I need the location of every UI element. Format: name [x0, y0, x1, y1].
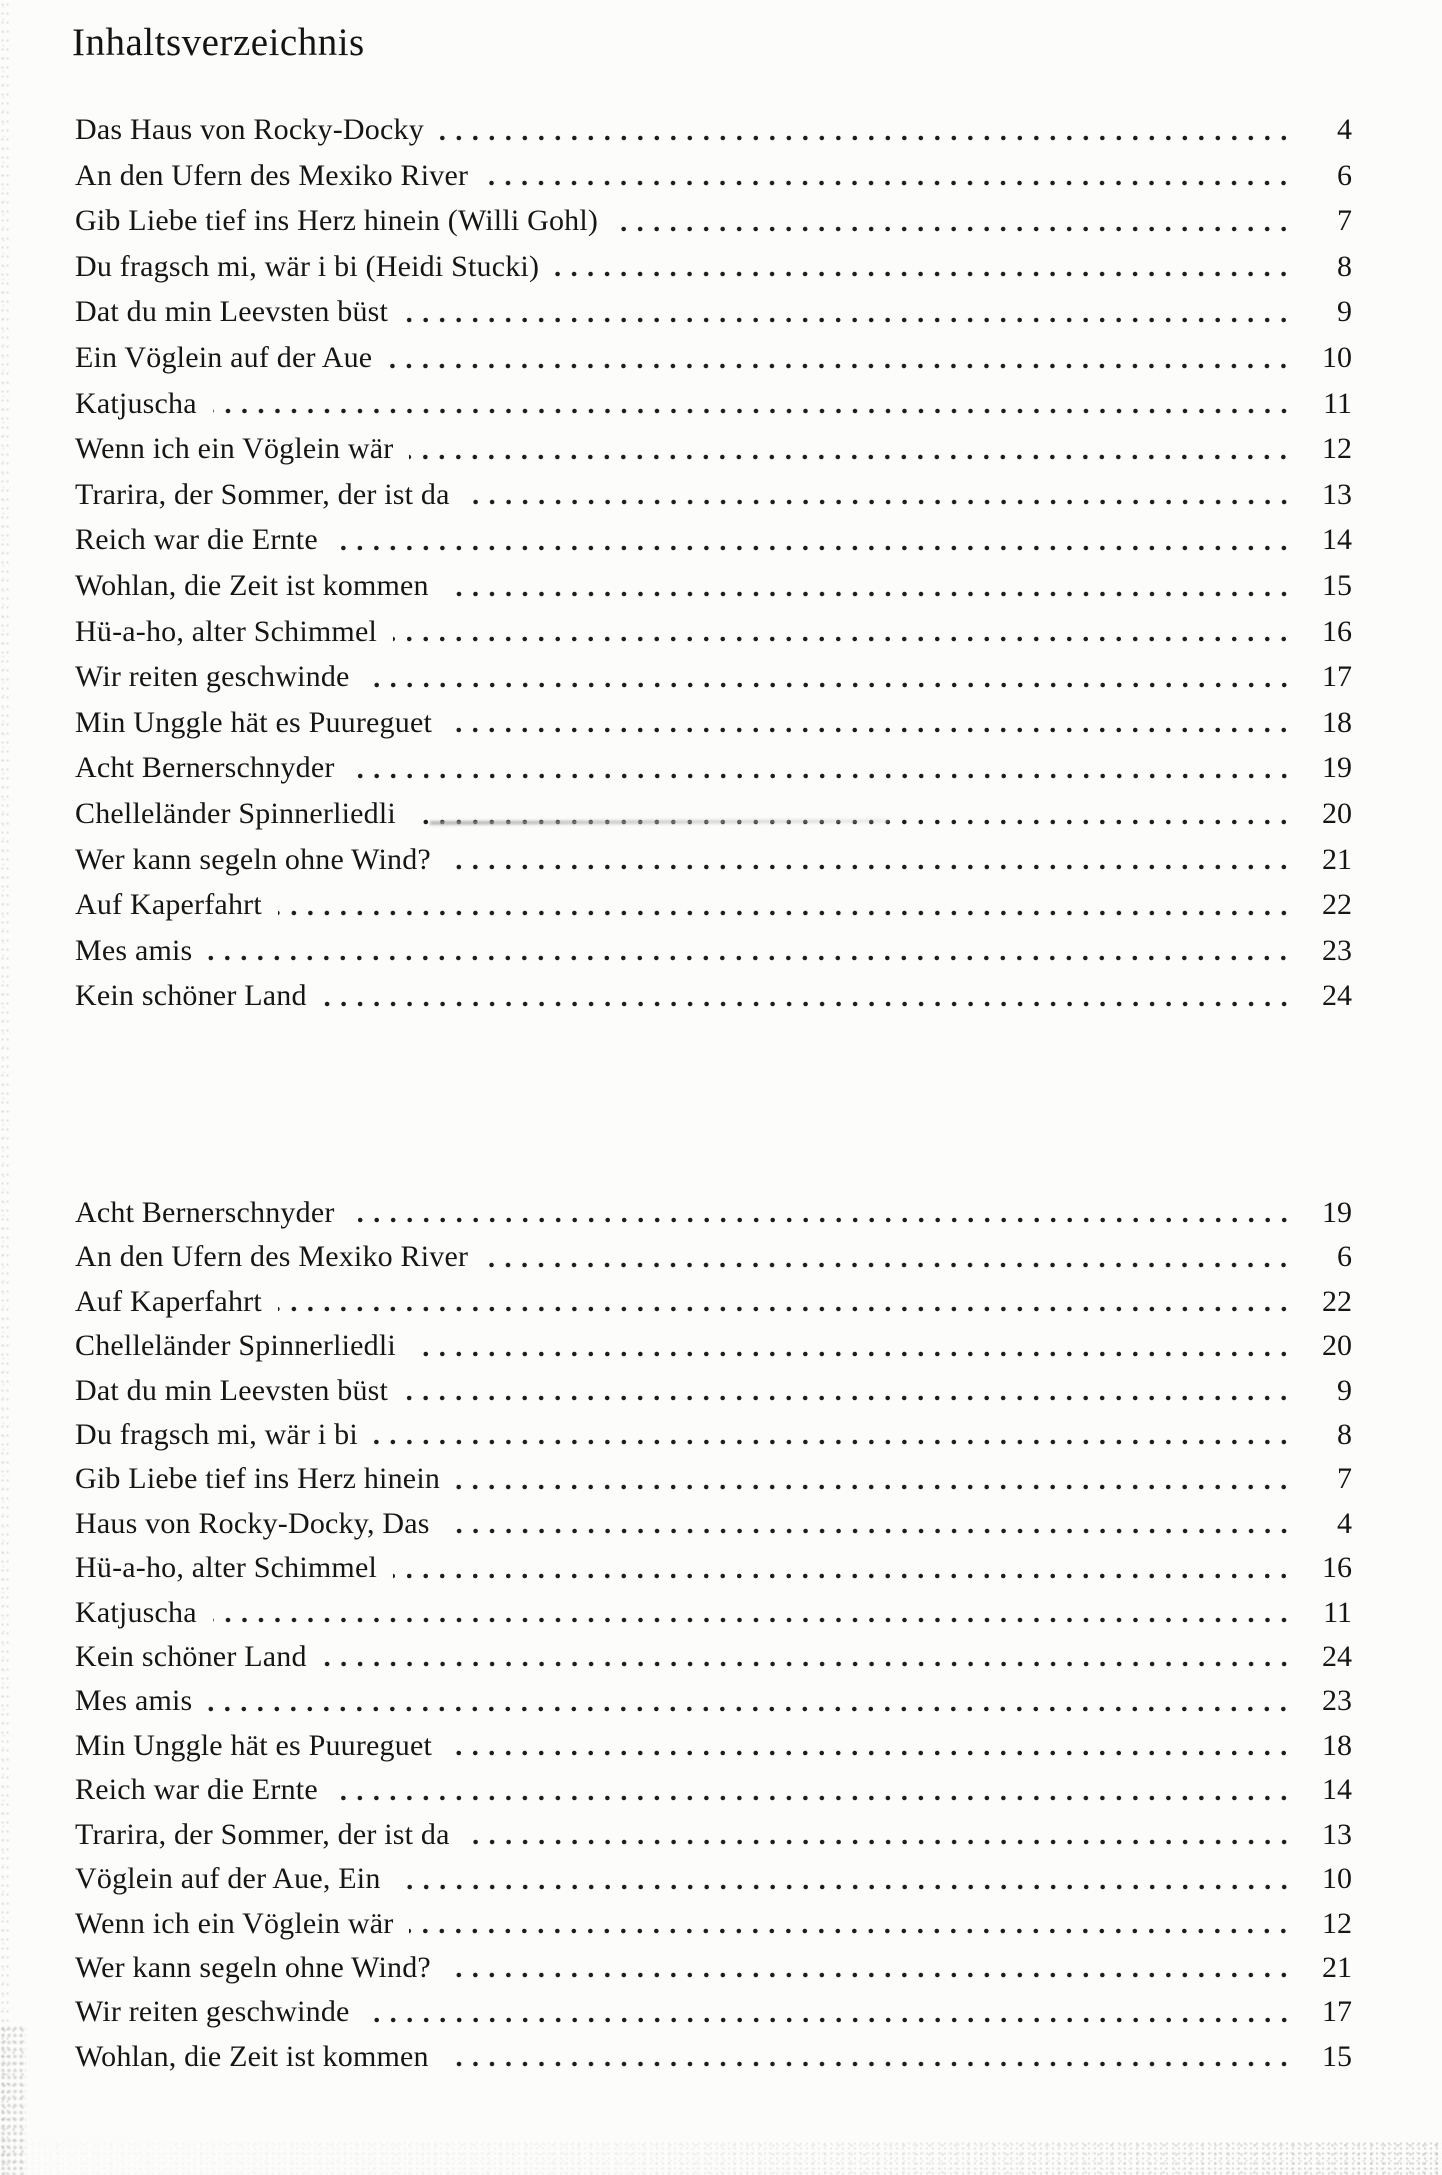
toc-row [75, 1902, 1352, 1946]
toc-entry-title: Wohlan, die Zeit ist kommen [75, 568, 429, 602]
toc-row [75, 244, 1352, 290]
toc-entry-title: Mes amis [75, 1684, 193, 1718]
toc-row [75, 1546, 1352, 1590]
dot-leader [614, 198, 1294, 244]
toc-page-number: 22 [1322, 888, 1352, 922]
dot-leader [456, 1457, 1294, 1501]
dot-leader [351, 1191, 1294, 1235]
toc-row [75, 837, 1352, 883]
toc-entry-title: Du fragsch mi, wär i bi [75, 1418, 358, 1452]
dot-leader [447, 1946, 1294, 1990]
dot-leader [466, 1813, 1294, 1857]
toc-page-number: 8 [1337, 249, 1352, 283]
toc-entry-title: Katjuscha [75, 386, 197, 420]
dot-leader [393, 609, 1294, 655]
dot-leader [448, 700, 1294, 746]
toc-entry-title: Haus von Rocky-Docky, Das [75, 1506, 430, 1540]
toc-row [75, 1724, 1352, 1768]
toc-page-number: 6 [1337, 1240, 1352, 1274]
dot-leader [397, 1857, 1294, 1901]
toc-row [75, 1502, 1352, 1546]
toc-page-number: 13 [1322, 477, 1352, 511]
toc-page-number: 23 [1322, 1684, 1352, 1718]
dot-leader [366, 1990, 1294, 2034]
toc-row [75, 1324, 1352, 1368]
dot-leader [412, 1324, 1294, 1368]
toc-list-alphabetical [75, 1191, 1352, 2079]
toc-entry-title: Trarira, der Sommer, der ist da [75, 477, 450, 511]
toc-page-number: 16 [1322, 1551, 1352, 1585]
toc-entry-title: An den Ufern des Mexiko River [75, 158, 469, 192]
toc-entry-title: Wenn ich ein Vöglein wär [75, 1906, 394, 1940]
toc-entry-title: Du fragsch mi, wär i bi (Heidi Stucki) [75, 249, 540, 283]
dot-leader [278, 882, 1294, 928]
toc-page-number: 15 [1322, 568, 1352, 602]
toc-entry-title: Reich war die Ernte [75, 1773, 318, 1807]
toc-entry-title: Dat du min Leevsten büst [75, 295, 389, 329]
toc-row [75, 1635, 1352, 1679]
toc-entry-title: Wohlan, die Zeit ist kommen [75, 2039, 429, 2073]
toc-page-number: 15 [1322, 2039, 1352, 2073]
toc-entry-title: Hü-a-ho, alter Schimmel [75, 1551, 378, 1585]
toc-row [75, 928, 1352, 974]
toc-page-number: 12 [1322, 1906, 1352, 1940]
toc-row [75, 973, 1352, 1019]
toc-entry-title: Auf Kaperfahrt [75, 1284, 262, 1318]
toc-page-number: 24 [1322, 1640, 1352, 1674]
dot-leader [446, 1502, 1294, 1546]
toc-row [75, 745, 1352, 791]
toc-entry-title: Gib Liebe tief ins Herz hinein (Willi Gohl) [75, 204, 599, 238]
toc-page-number: 11 [1323, 386, 1352, 420]
toc-row [75, 335, 1352, 381]
toc-entry-title: Acht Bernerschnyder [75, 1196, 335, 1229]
toc-entry-title: Chelleländer Spinnerliedli [75, 796, 396, 830]
toc-row [75, 700, 1352, 746]
dot-leader [409, 426, 1294, 472]
toc-row [75, 198, 1352, 244]
toc-entry-title: Wir reiten geschwinde [75, 1995, 350, 2029]
toc-entry-title: Min Unggle hät es Puureguet [75, 705, 433, 739]
dot-leader [388, 335, 1294, 381]
toc-entry-title: Auf Kaperfahrt [75, 888, 262, 922]
toc-page-number: 24 [1322, 979, 1352, 1013]
toc-page-number: 13 [1322, 1817, 1352, 1851]
toc-page-number: 23 [1322, 933, 1352, 967]
dot-leader [334, 517, 1294, 563]
toc-page-number: 14 [1322, 523, 1352, 557]
toc-entry-title: Hü-a-ho, alter Schimmel [75, 614, 378, 648]
toc-row [75, 153, 1352, 199]
toc-page-number: 19 [1322, 1196, 1352, 1229]
dot-leader [213, 381, 1294, 427]
toc-entry-title: Wenn ich ein Vöglein wär [75, 432, 394, 466]
scan-noise-bottom-left [0, 2025, 26, 2175]
toc-row [75, 1457, 1352, 1501]
dot-leader [213, 1591, 1294, 1635]
toc-page-number: 18 [1322, 705, 1352, 739]
toc-entry-title: An den Ufern des Mexiko River [75, 1240, 469, 1274]
dot-leader [484, 153, 1294, 199]
toc-row [75, 381, 1352, 427]
toc-entry-title: Wer kann segeln ohne Wind? [75, 842, 431, 876]
toc-row [75, 1369, 1352, 1413]
toc-row [75, 289, 1352, 335]
toc-entry-title: Katjuscha [75, 1595, 197, 1629]
toc-page-number: 10 [1322, 340, 1352, 374]
toc-page-number: 8 [1337, 1418, 1352, 1452]
dot-leader [445, 2035, 1294, 2079]
toc-row [75, 472, 1352, 518]
toc-page-number: 10 [1322, 1862, 1352, 1896]
toc-entry-title: Dat du min Leevsten büst [75, 1373, 389, 1407]
dot-leader [393, 1546, 1294, 1590]
toc-row [75, 882, 1352, 928]
dot-leader [445, 563, 1294, 609]
toc-entry-title: Min Unggle hät es Puureguet [75, 1728, 433, 1762]
toc-page-number: 7 [1337, 204, 1352, 238]
dot-leader [323, 973, 1294, 1019]
toc-row [75, 563, 1352, 609]
toc-row [75, 654, 1352, 700]
dot-leader [351, 745, 1294, 791]
toc-row [75, 2035, 1352, 2079]
toc-entry-title: Kein schöner Land [75, 979, 307, 1013]
page-title: Inhaltsverzeichnis [72, 21, 365, 64]
toc-page-number: 16 [1322, 614, 1352, 648]
toc-page-number: 17 [1322, 660, 1352, 694]
toc-entry-title: Chelleländer Spinnerliedli [75, 1329, 396, 1363]
toc-row [75, 1413, 1352, 1457]
toc-entry-title: Reich war die Ernte [75, 523, 318, 557]
toc-row [75, 107, 1352, 153]
toc-row [75, 1679, 1352, 1723]
toc-row [75, 1191, 1352, 1235]
toc-entry-title: Vöglein auf der Aue, Ein [75, 1862, 381, 1896]
toc-page-number: 22 [1322, 1284, 1352, 1318]
scan-noise-left-edge [0, 0, 10, 2175]
toc-page-number: 21 [1322, 842, 1352, 876]
toc-page-number: 6 [1337, 158, 1352, 192]
toc-row [75, 609, 1352, 655]
dot-leader [366, 654, 1294, 700]
dot-leader [466, 472, 1294, 518]
toc-page-number: 21 [1322, 1950, 1352, 1984]
toc-row [75, 426, 1352, 472]
dot-leader [334, 1768, 1294, 1812]
toc-row [75, 1591, 1352, 1635]
toc-page-number: 14 [1322, 1773, 1352, 1807]
dot-leader [278, 1280, 1294, 1324]
dot-leader [374, 1413, 1294, 1457]
toc-page-number: 7 [1337, 1462, 1352, 1496]
dot-leader [484, 1235, 1294, 1279]
toc-row [75, 1946, 1352, 1990]
dot-leader [409, 1902, 1294, 1946]
toc-entry-title: Wer kann segeln ohne Wind? [75, 1950, 431, 1984]
toc-row [75, 1813, 1352, 1857]
dot-leader [404, 289, 1294, 335]
toc-row [75, 517, 1352, 563]
toc-page-number: 20 [1322, 796, 1352, 830]
toc-page-number: 19 [1322, 751, 1352, 785]
dot-leader [208, 1679, 1294, 1723]
dot-leader [555, 244, 1294, 290]
toc-list-book-order [75, 107, 1352, 1019]
toc-entry-title: Mes amis [75, 933, 193, 967]
toc-page-number: 20 [1322, 1329, 1352, 1363]
toc-entry-title: Gib Liebe tief ins Herz hinein [75, 1462, 441, 1496]
toc-row [75, 1235, 1352, 1279]
toc-page-number: 9 [1337, 1373, 1352, 1407]
toc-row [75, 1990, 1352, 2034]
toc-entry-title: Das Haus von Rocky-Docky [75, 113, 424, 146]
dot-leader [404, 1369, 1294, 1413]
toc-entry-title: Acht Bernerschnyder [75, 751, 335, 785]
toc-page-number: 12 [1322, 432, 1352, 466]
toc-page-number: 4 [1337, 1506, 1352, 1540]
toc-page-number: 9 [1337, 295, 1352, 329]
toc-entry-title: Trarira, der Sommer, der ist da [75, 1817, 450, 1851]
dot-leader [412, 791, 1294, 837]
scan-noise-bottom-edge [0, 2141, 1442, 2175]
dot-leader [208, 928, 1294, 974]
toc-row [75, 1280, 1352, 1324]
dot-leader [448, 1724, 1294, 1768]
toc-row [75, 1857, 1352, 1901]
dot-leader [440, 107, 1294, 153]
toc-entry-title: Wir reiten geschwinde [75, 660, 350, 694]
toc-page-number: 11 [1323, 1595, 1352, 1629]
toc-entry-title: Kein schöner Land [75, 1640, 307, 1674]
toc-entry-title: Ein Vöglein auf der Aue [75, 340, 373, 374]
toc-page-number: 4 [1337, 113, 1352, 146]
toc-row [75, 791, 1352, 837]
dot-leader [323, 1635, 1294, 1679]
toc-row [75, 1768, 1352, 1812]
toc-page-number: 18 [1322, 1728, 1352, 1762]
dot-leader [447, 837, 1294, 883]
toc-page-number: 17 [1322, 1995, 1352, 2029]
